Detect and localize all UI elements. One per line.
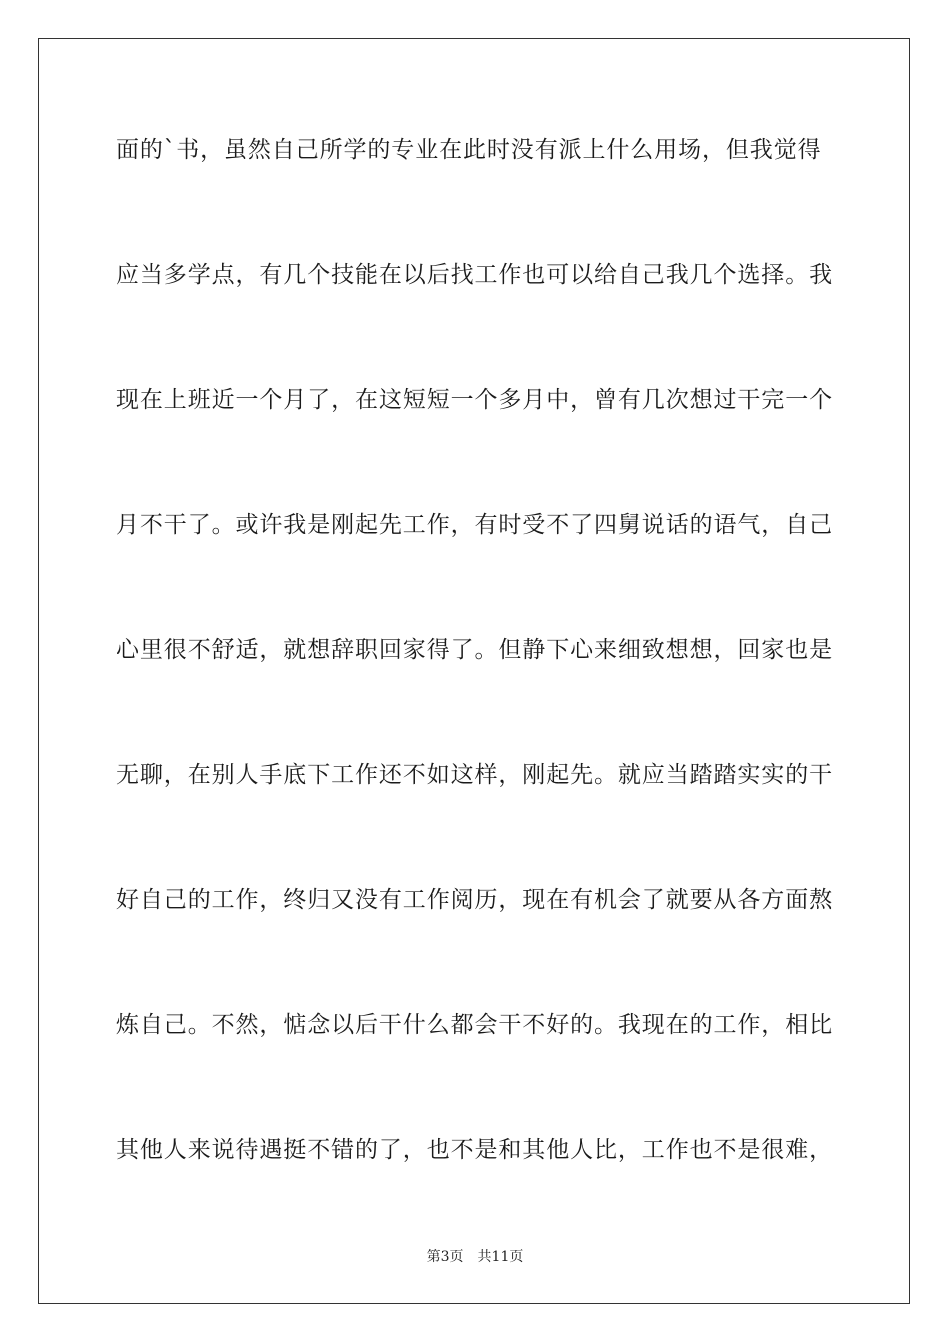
total-page-count: 共11页 — [477, 1249, 524, 1265]
page-footer — [0, 1246, 950, 1266]
paragraph-line-7: 好自己的工作，终归又没有工作阅历，现在有机会了就要从各方面熬 — [116, 887, 833, 913]
document-body — [116, 122, 836, 1247]
current-page-number: 第3页 — [426, 1249, 464, 1265]
paragraph-line-4: 月不干了。或许我是刚起先工作，有时受不了四舅说话的语气，自己 — [116, 512, 833, 538]
paragraph-line-1: 面的`书，虽然自己所学的专业在此时没有派上什么用场，但我觉得 — [116, 137, 822, 163]
paragraph-line-9: 其他人来说待遇挺不错的了，也不是和其他人比，工作也不是很难， — [116, 1137, 833, 1163]
paragraph-line-8: 炼自己。不然，惦念以后干什么都会干不好的。我现在的工作，相比 — [116, 1012, 833, 1038]
paragraph-line-6: 无聊，在别人手底下工作还不如这样，刚起先。就应当踏踏实实的干 — [116, 762, 833, 788]
paragraph-line-3: 现在上班近一个月了，在这短短一个多月中，曾有几次想过干完一个 — [116, 387, 833, 413]
paragraph-line-2: 应当多学点，有几个技能在以后找工作也可以给自己我几个选择。我 — [116, 262, 833, 288]
paragraph-line-5: 心里很不舒适，就想辞职回家得了。但静下心来细致想想，回家也是 — [116, 637, 833, 663]
